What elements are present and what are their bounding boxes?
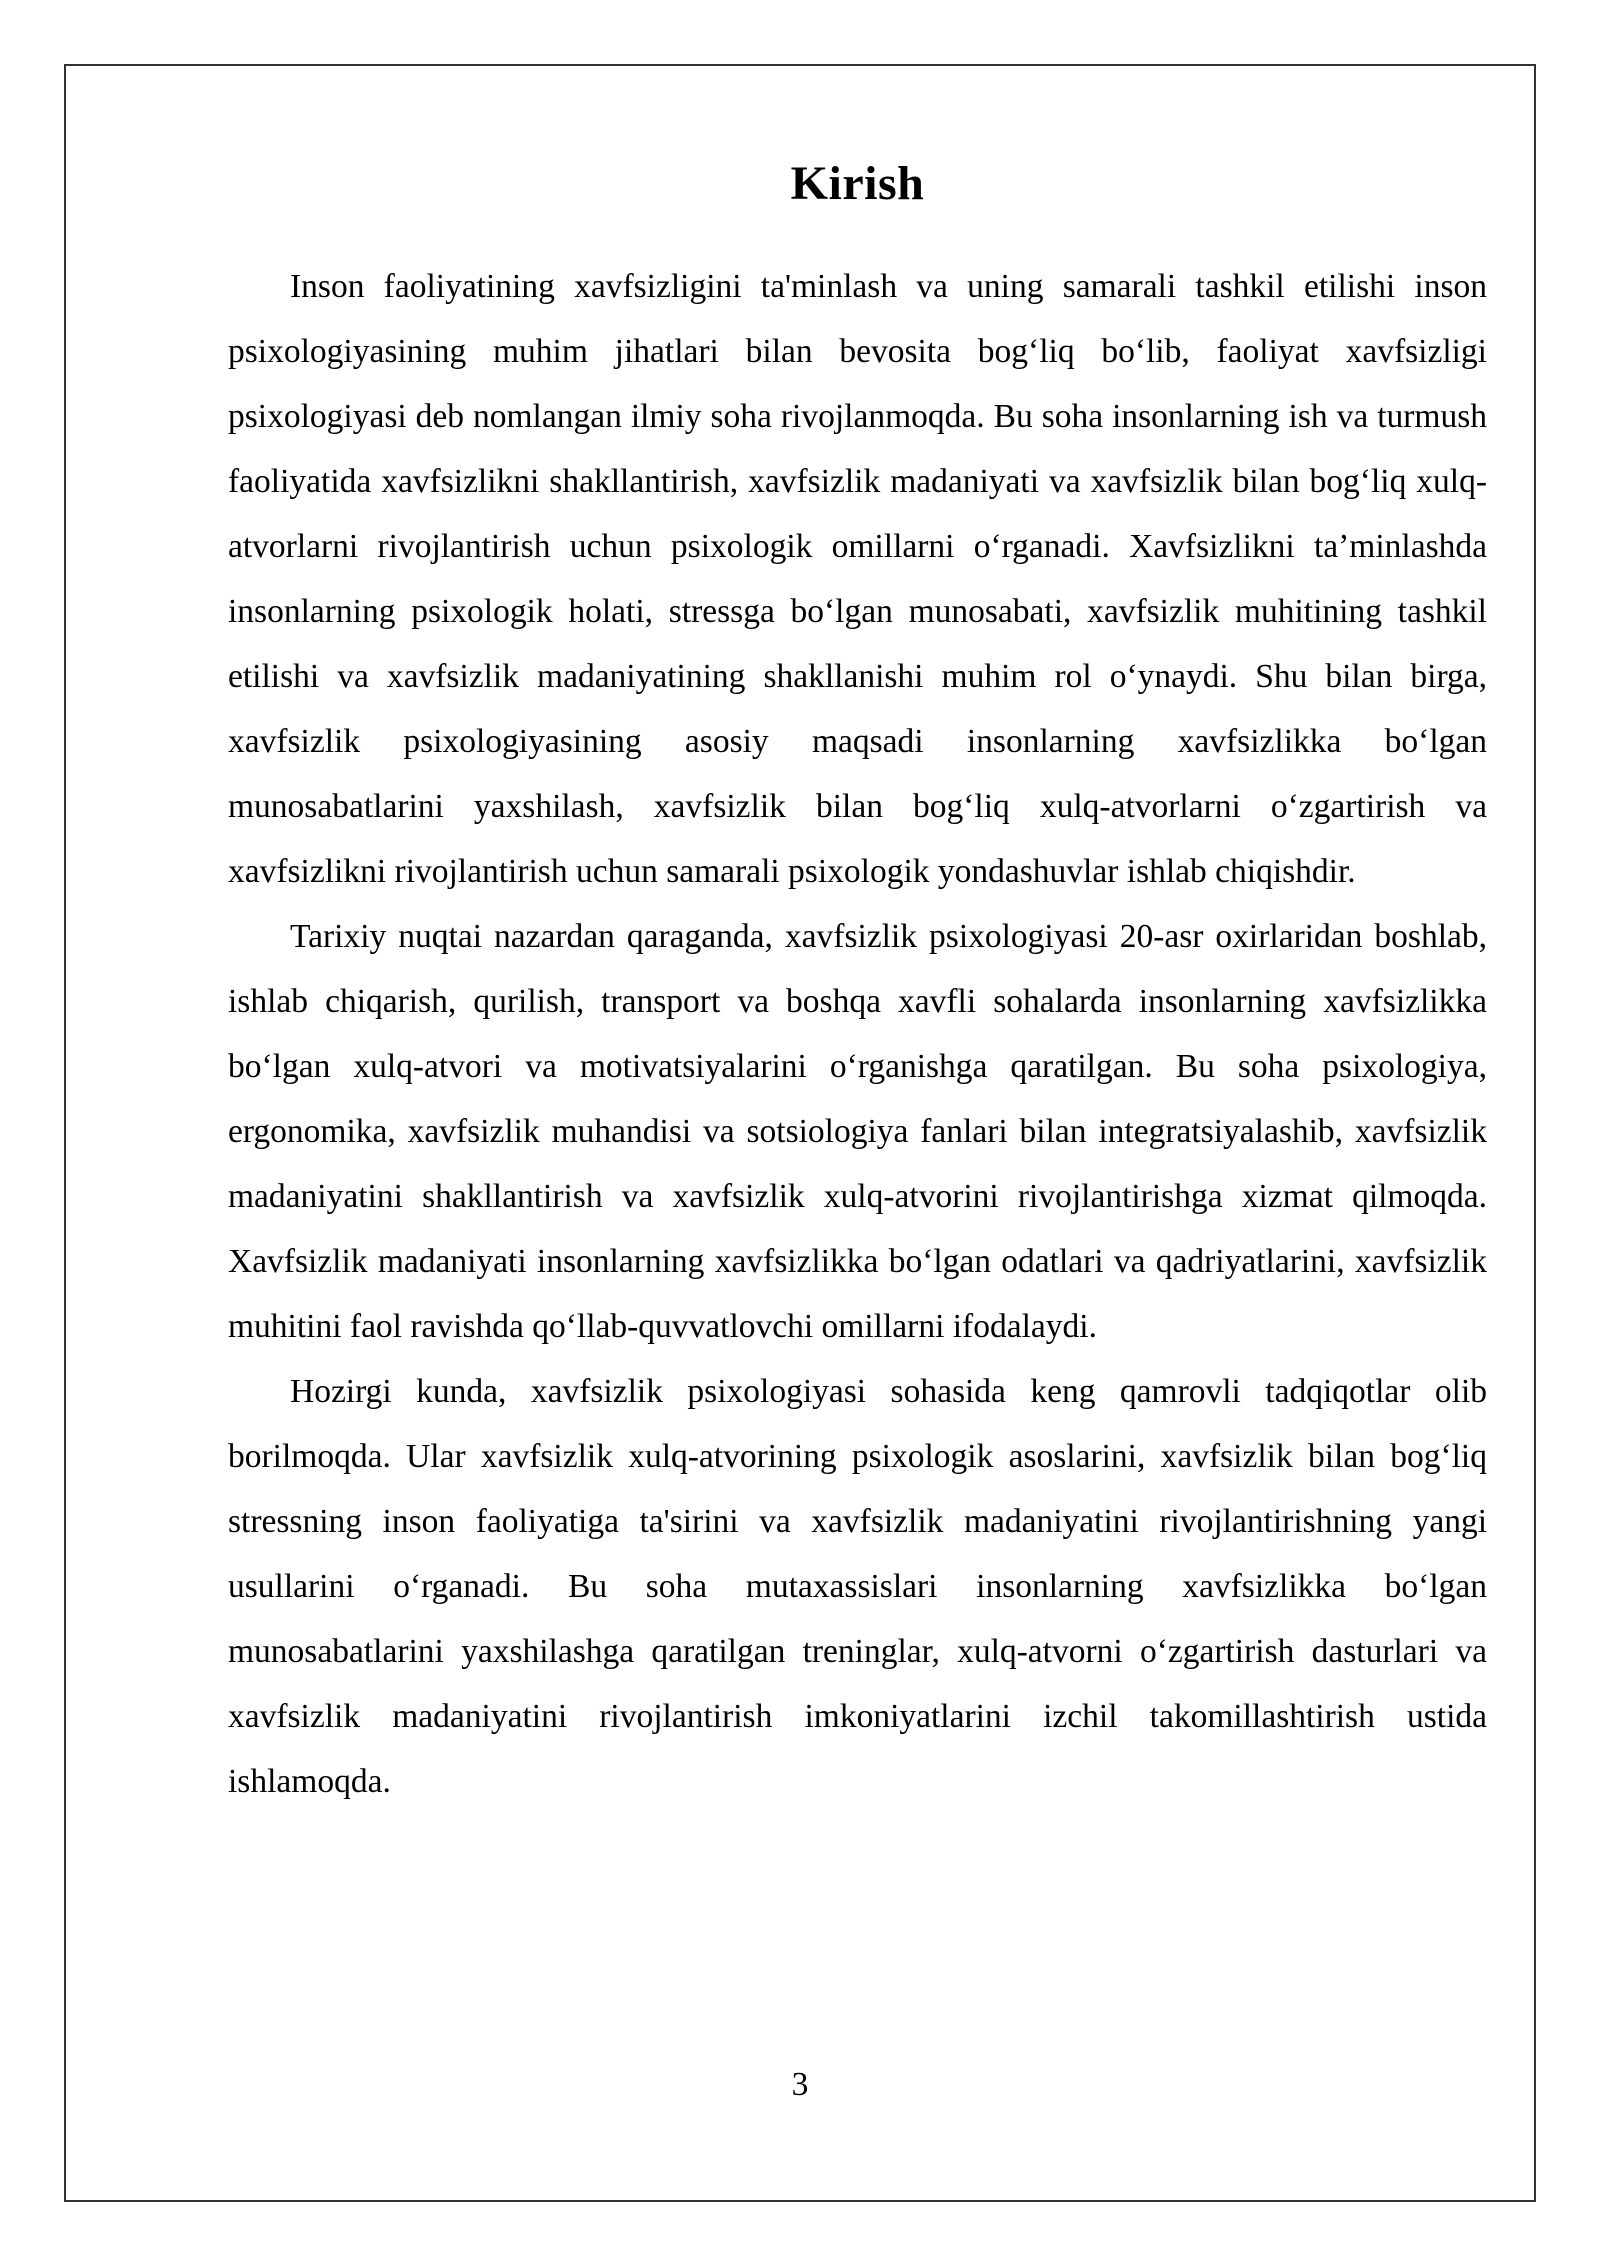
page-title: Kirish xyxy=(790,157,925,210)
paragraph-3: Hozirgi kunda, xavfsizlik psixologiyasi sohasida keng qamrovli tadqiqotlar olib borilmoqda. Ular xavfsizlik xulq-atvorining psixologik asoslarini, xavfsizlik bilan bog‘liq stressning inson faoliyatiga ta'sirini va xavfsizlik madaniyatini rivojlantirishning yangi usullarini o‘rganadi. Bu soha mutaxassislari insonlarning xavfsizlikka bo‘lgan munosabatlarini yaxshilashga qaratilgan treninglar, xulq-atvorni o‘zgartirish dasturlari va xavfsizlik madaniyatini rivojlantirish imkoniyatlarini izchil takomillashtirish ustida ishlamoqda. xyxy=(228,1373,1487,1800)
page-number: 3 xyxy=(791,2066,809,2103)
paragraph-2: Tarixiy nuqtai nazardan qaraganda, xavfsizlik psixologiyasi 20-asr oxirlaridan boshlab, ishlab chiqarish, qurilish, transport va boshqa xavfli sohalarda insonlarning xavfsizlikka bo‘lgan xulq-atvori va motivatsiyalarini o‘rganishga qaratilgan. Bu soha psixologiya, ergonomika, xavfsizlik muhandisi va sotsiologiya fanlari bilan integratsiyalashib, xavfsizlik madaniyatini shakllantirish va xavfsizlik xulq-atvorini rivojlantirishga xizmat qilmoqda. Xavfsizlik madaniyati insonlarning xavfsizlikka bo‘lgan odatlari va qadriyatlarini, xavfsizlik muhitini faol ravishda qo‘llab-quvvatlovchi omillarni ifodalaydi. xyxy=(228,918,1487,1345)
document-body xyxy=(228,148,1487,1814)
paragraph-1: Inson faoliyatining xavfsizligini ta'minlash va uning samarali tashkil etilishi inson psixologiyasining muhim jihatlari bilan bevosita bog‘liq bo‘lib, faoliyat xavfsizligi psixologiyasi deb nomlangan ilmiy soha rivojlanmoqda. Bu soha insonlarning ish va turmush faoliyatida xavfsizlikni shakllantirish, xavfsizlik madaniyati va xavfsizlik bilan bog‘liq xulq-atvorlarni rivojlantirish uchun psixologik omillarni o‘rganadi. Xavfsizlikni ta’minlashda insonlarning psixologik holati, stressga bo‘lgan munosabati, xavfsizlik muhitining tashkil etilishi va xavfsizlik madaniyatining shakllanishi muhim rol o‘ynaydi. Shu bilan birga, xavfsizlik psixologiyasining asosiy maqsadi insonlarning xavfsizlikka bo‘lgan munosabatlarini yaxshilash, xavfsizlik bilan bog‘liq xulq-atvorlarni o‘zgartirish va xavfsizlikni rivojlantirish uchun samarali psixologik yondashuvlar ishlab chiqishdir. xyxy=(228,268,1487,890)
